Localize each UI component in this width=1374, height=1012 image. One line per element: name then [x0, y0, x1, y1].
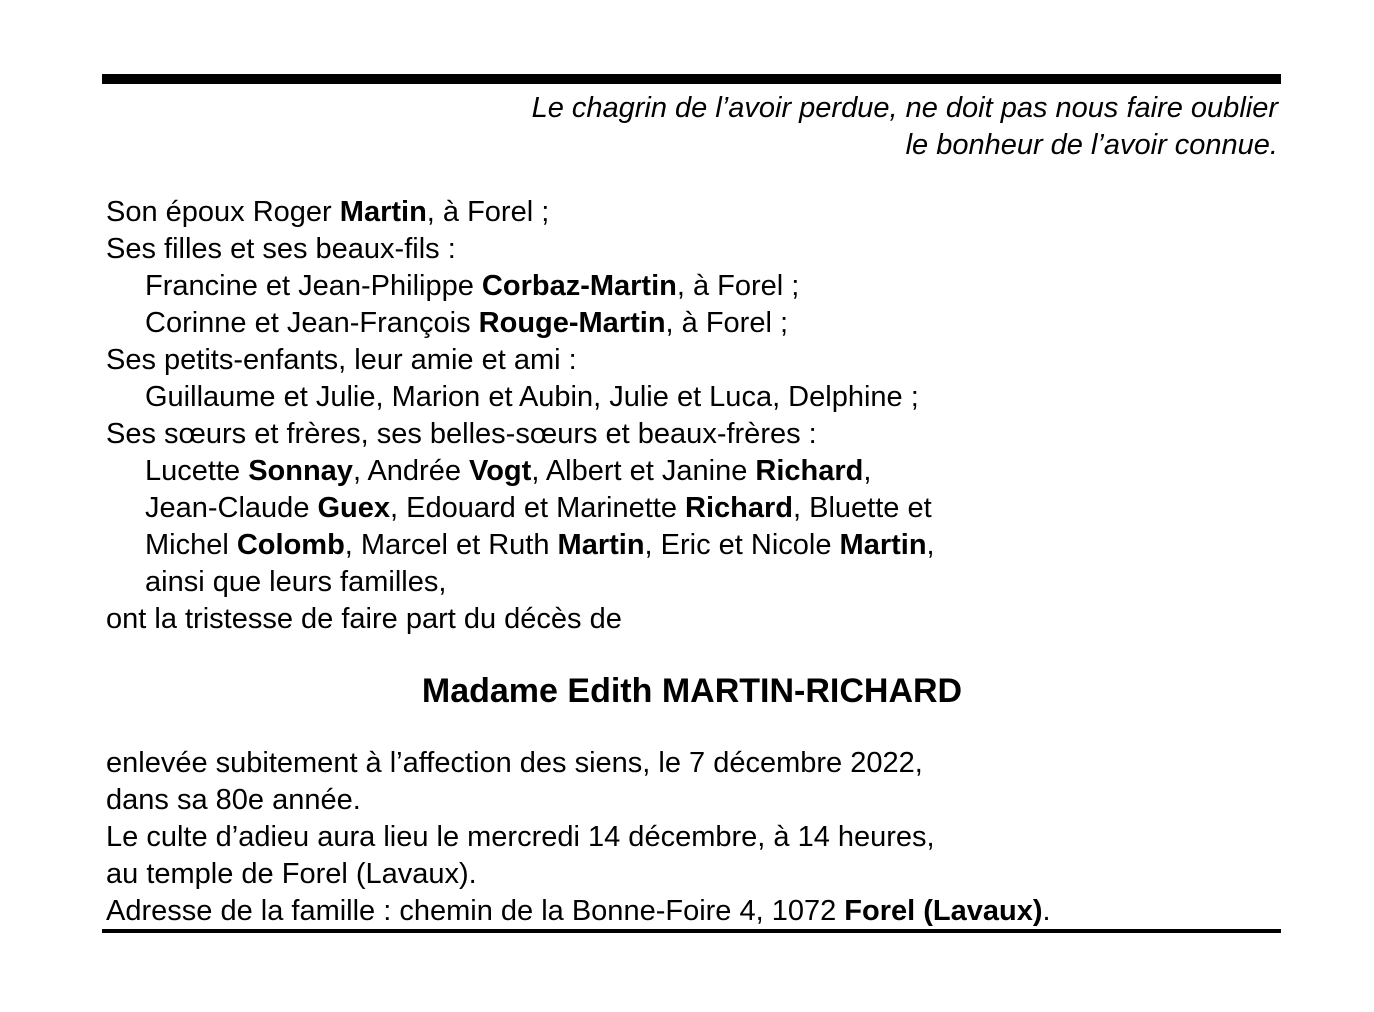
address-line [106, 893, 1276, 930]
surname: Sonnay [248, 455, 353, 487]
surname: Colomb [236, 529, 345, 561]
siblings-line [106, 453, 1276, 490]
grandchildren-line: Guillaume et Julie, Marion et Aubin, Julie et Luca, Delphine ; [145, 381, 919, 413]
detail-line: enlevée subitement à l’affection des siens, le 7 décembre 2022, [106, 747, 923, 779]
daughters-heading: Ses filles et ses beaux-fils : [106, 233, 456, 265]
siblings-line [106, 527, 1276, 564]
daughter-line [106, 305, 1276, 342]
place: Forel (Lavaux) [844, 895, 1043, 927]
text: Corinne et Jean-François [145, 307, 479, 339]
text: , [863, 455, 872, 487]
text: Michel [145, 529, 237, 561]
surname: Corbaz-Martin [481, 270, 677, 302]
husband-line [106, 194, 1276, 231]
grandchildren-heading: Ses petits-enfants, leur amie et ami : [106, 344, 577, 376]
surname: Richard [685, 492, 794, 524]
surname: Martin [339, 196, 427, 228]
top-rule [102, 74, 1281, 84]
epigraph [278, 90, 1278, 164]
text: , à Forel ; [426, 196, 550, 228]
text: , Andrée [352, 455, 470, 487]
surname: Martin [839, 529, 927, 561]
text: , à Forel ; [676, 270, 800, 302]
family-list [106, 194, 1276, 638]
text: Francine et Jean-Philippe [145, 270, 482, 302]
text: Jean-Claude [145, 492, 318, 524]
surname: Martin [557, 529, 645, 561]
detail-line: Le culte d’adieu aura lieu le mercredi 14 décembre, à 14 heures, [106, 821, 935, 853]
text: , [926, 529, 935, 561]
siblings-line [106, 490, 1276, 527]
deceased-name: Madame Edith MARTIN-RICHARD [421, 672, 963, 710]
siblings-line: ainsi que leurs familles, [145, 566, 447, 598]
text: , Marcel et Ruth [344, 529, 558, 561]
bottom-rule [102, 929, 1281, 933]
surname: Guex [317, 492, 391, 524]
detail-line: au temple de Forel (Lavaux). [106, 858, 477, 890]
text: Lucette [145, 455, 249, 487]
text: , Albert et Janine [531, 455, 756, 487]
surname: Rouge-Martin [478, 307, 666, 339]
text: Son époux Roger [106, 196, 340, 228]
text: , Edouard et Marinette [390, 492, 686, 524]
text: , Bluette et [793, 492, 932, 524]
text: , Eric et Nicole [644, 529, 840, 561]
text: . [1042, 895, 1051, 927]
surname: Richard [755, 455, 864, 487]
surname: Vogt [469, 455, 532, 487]
announcement-line: ont la tristesse de faire part du décès de [106, 603, 622, 635]
detail-line: dans sa 80e année. [106, 784, 361, 816]
daughter-line [106, 268, 1276, 305]
epigraph-line: Le chagrin de l’avoir perdue, ne doit pas nous faire oublier [531, 92, 1278, 124]
text: , à Forel ; [665, 307, 789, 339]
epigraph-line: le bonheur de l’avoir connue. [905, 129, 1278, 161]
funeral-details [106, 745, 1276, 930]
siblings-heading: Ses sœurs et frères, ses belles-sœurs et beaux-frères : [106, 418, 817, 450]
text: Adresse de la famille : chemin de la Bonne-Foire 4, 1072 [106, 895, 845, 927]
